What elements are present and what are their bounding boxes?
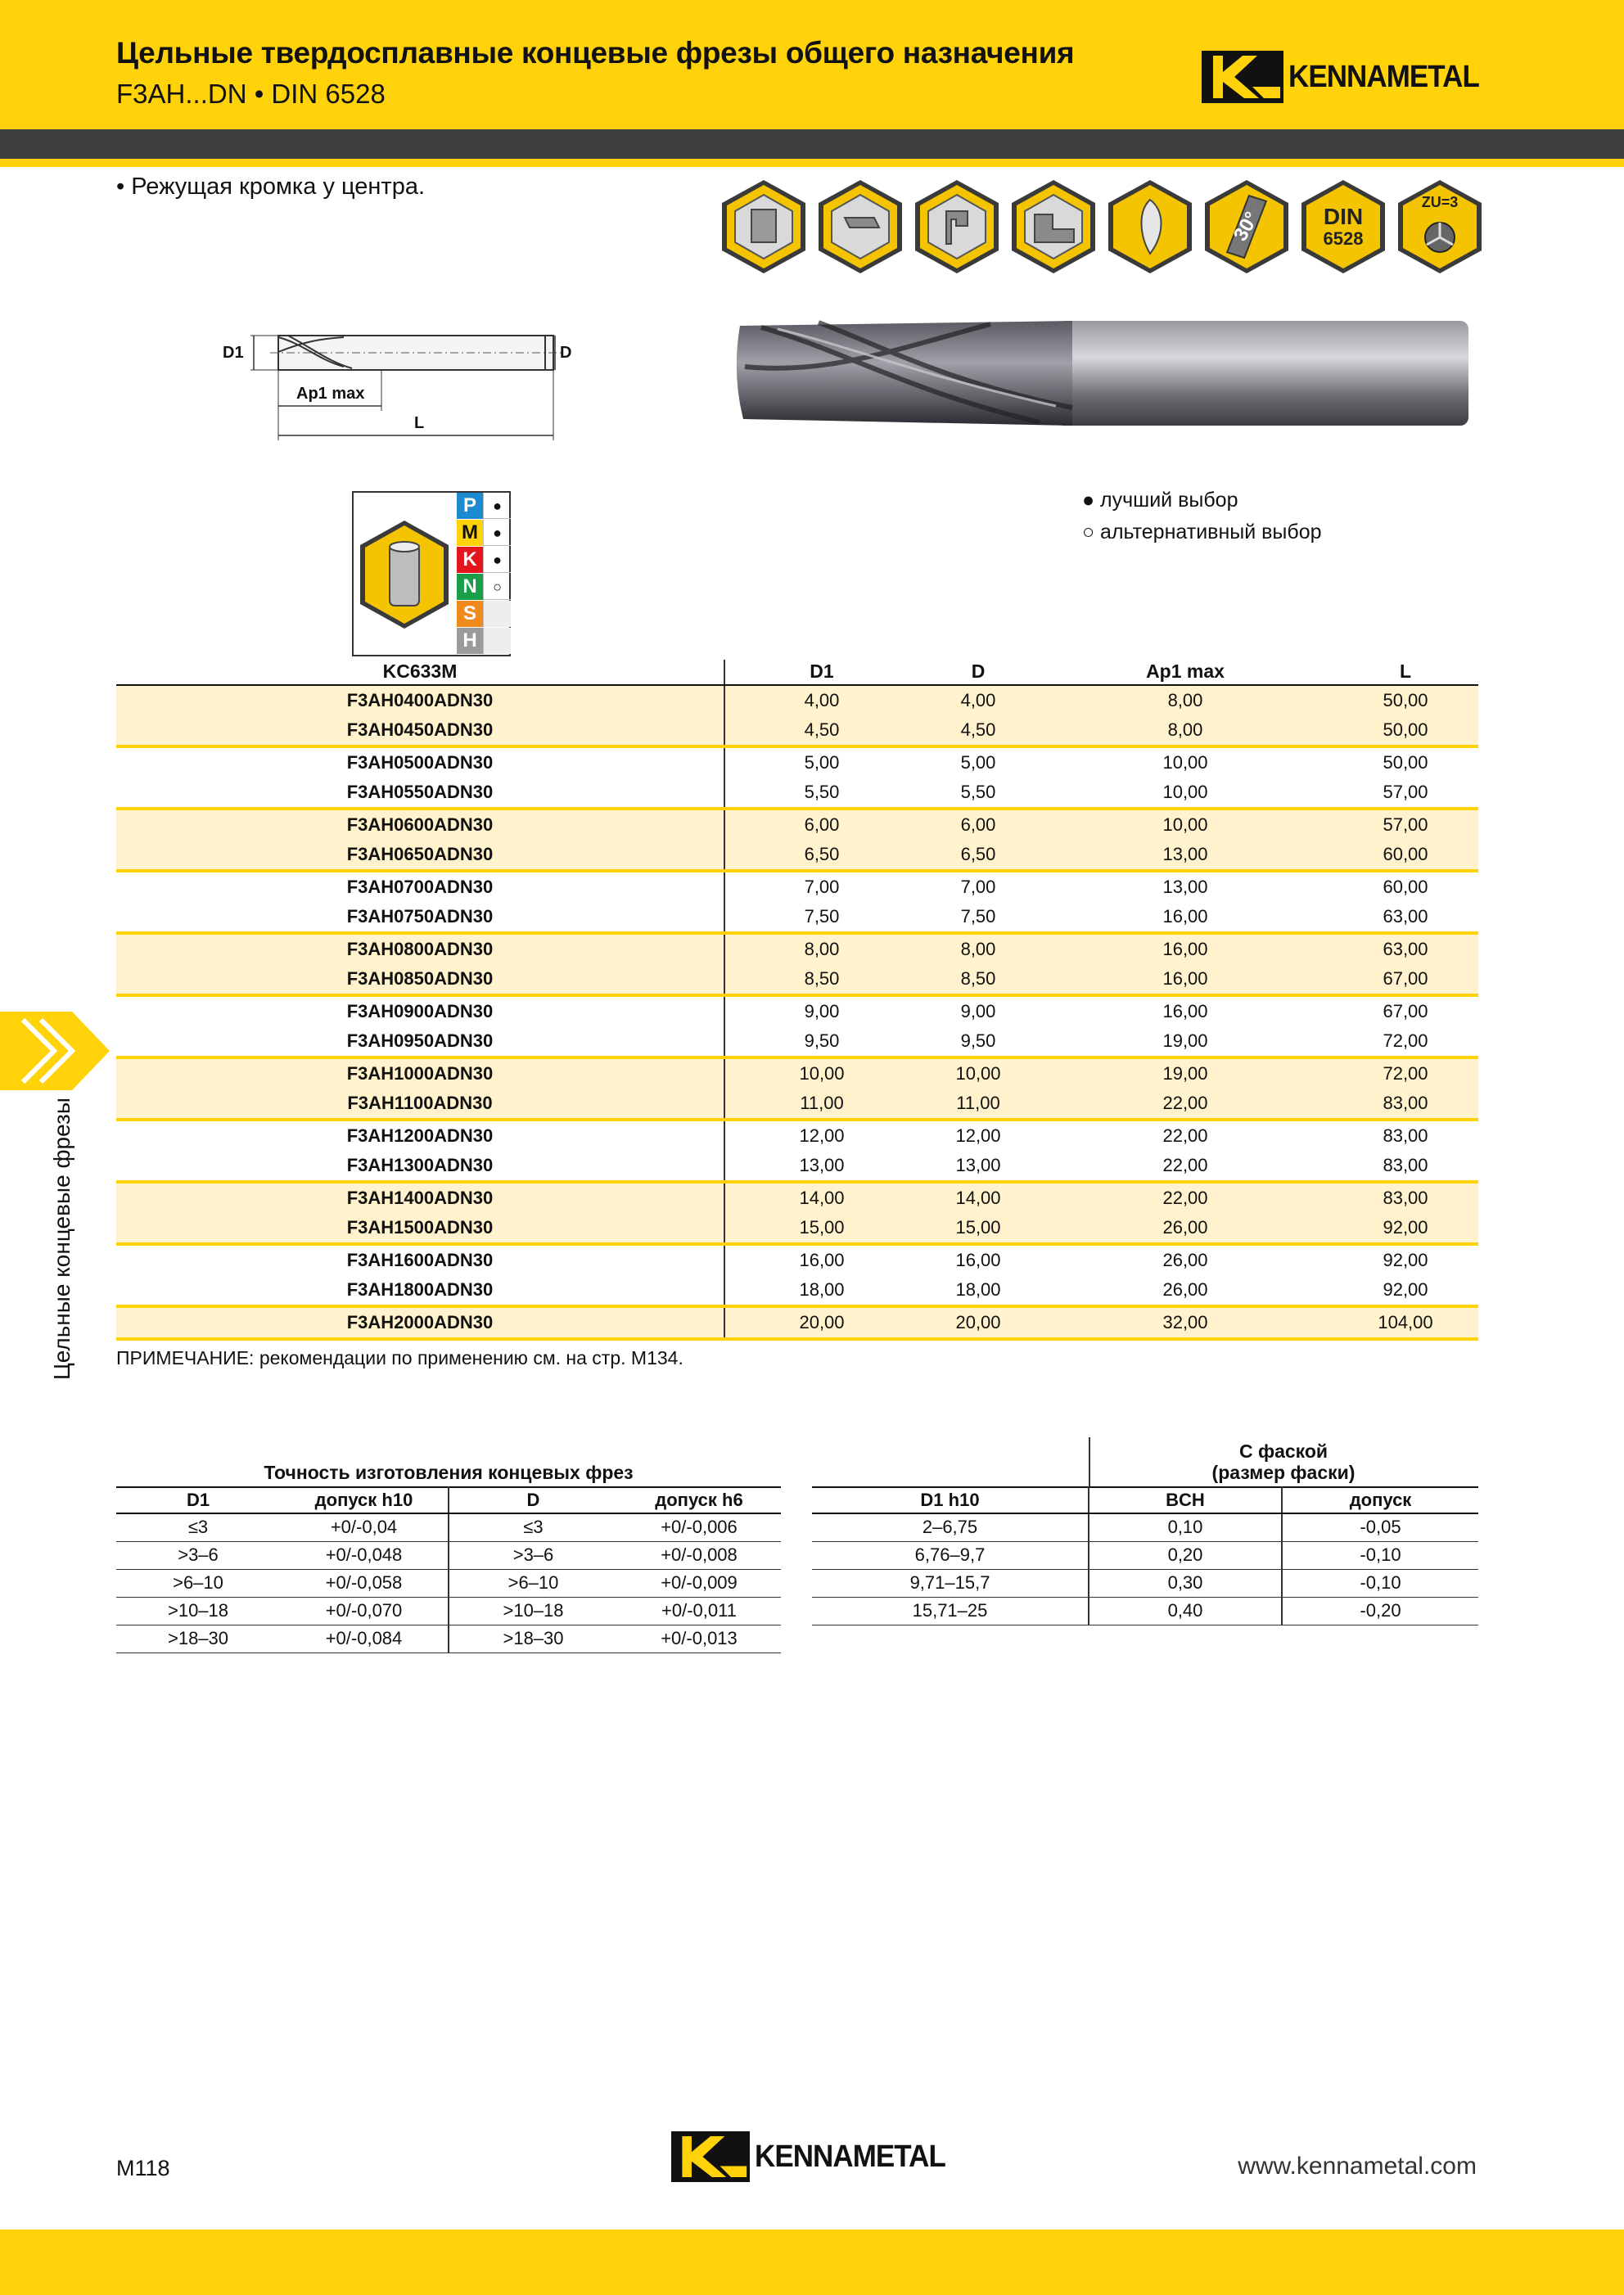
bch-value: 0,30: [1089, 1569, 1282, 1597]
d1-value: 18,00: [799, 1279, 845, 1300]
h10-tolerance: +0/-0,084: [280, 1625, 449, 1652]
pocketing-icon: [817, 178, 904, 275]
header-band: [0, 0, 1624, 129]
d-value: 12,00: [955, 1125, 1001, 1146]
l-value: 72,00: [1383, 1030, 1428, 1051]
tolerance-table: [116, 1486, 781, 1653]
d-value: 11,00: [956, 1093, 1000, 1113]
l-value: 60,00: [1383, 877, 1428, 897]
material-letter-s: S: [457, 601, 483, 627]
ap1-max-value: 8,00: [1167, 690, 1203, 710]
d-value: 10,00: [955, 1063, 1001, 1084]
h10-tolerance: +0/-0,058: [280, 1569, 449, 1597]
chamf-col-d1: D1 h10: [812, 1487, 1089, 1513]
material-applicability-grid: [352, 491, 511, 656]
d-value: 20,00: [955, 1312, 1001, 1332]
ap1-max-value: 22,00: [1162, 1188, 1208, 1208]
din-icon: [1300, 178, 1387, 275]
material-mark-h: [483, 628, 511, 654]
ap1-max-value: 13,00: [1162, 844, 1208, 864]
drawing-label-l: L: [414, 414, 425, 432]
material-mark-s: [483, 601, 511, 627]
product-row-group: [116, 1184, 1478, 1246]
product-row-group: [116, 935, 1478, 997]
d1-value: 11,00: [800, 1093, 844, 1113]
material-letter-n: N: [457, 574, 483, 600]
material-row-k: [457, 547, 511, 573]
d1-h10-range: 15,71–25: [812, 1597, 1089, 1625]
d1-h10-range: 9,71–15,7: [812, 1569, 1089, 1597]
d-value: 18,00: [955, 1279, 1001, 1300]
d1-range: >18–30: [116, 1625, 280, 1652]
table-row: [116, 778, 1478, 807]
chamfer-table: [812, 1486, 1478, 1625]
d-value: 9,50: [960, 1030, 996, 1051]
tol-col-d1: D1: [116, 1487, 280, 1513]
chamfer-group-header: [1089, 1441, 1478, 1483]
chamfer-group-title: С фаской: [1238, 1441, 1329, 1462]
page-title: Цельные твердосплавные концевые фрезы общего назначения: [116, 36, 1075, 70]
d1-value: 9,00: [804, 1001, 840, 1021]
ap1-max-value: 19,00: [1162, 1030, 1208, 1051]
product-table-body: [116, 686, 1478, 1341]
material-row-h: [457, 628, 511, 654]
d1-value: 6,50: [804, 844, 840, 864]
catalog-number: F3AH1800ADN30: [116, 1275, 725, 1305]
d-value: 14,00: [955, 1188, 1001, 1208]
legend-alternative-choice: ○ альтернативный выбор: [1082, 521, 1322, 543]
d1-value: 15,00: [799, 1217, 845, 1238]
l-value: 67,00: [1383, 1001, 1428, 1021]
helix-30-icon: [1203, 178, 1290, 275]
bch-value: 0,40: [1089, 1597, 1282, 1625]
chamfer-group-subtitle: (размер фаски): [1211, 1462, 1356, 1483]
l-value: 50,00: [1383, 752, 1428, 773]
helix-angle-label: 30°: [1229, 208, 1264, 246]
d1-value: 20,00: [799, 1312, 845, 1332]
l-value: 57,00: [1383, 782, 1428, 802]
table-row: [116, 935, 1478, 964]
table-row: [116, 1121, 1478, 1151]
d-range: >10–18: [449, 1597, 617, 1625]
catalog-number: F3AH0800ADN30: [116, 935, 725, 964]
chamfer-header-row: [812, 1487, 1478, 1513]
header-yellow-line: [0, 159, 1624, 167]
ap1-max-value: 26,00: [1162, 1250, 1208, 1270]
d-range: >18–30: [449, 1625, 617, 1652]
din-label: DIN: [1323, 204, 1364, 229]
catalog-number: F3AH0650ADN30: [116, 840, 725, 869]
d1-range: >10–18: [116, 1597, 280, 1625]
l-value: 50,00: [1383, 690, 1428, 710]
h6-tolerance: +0/-0,006: [617, 1513, 781, 1541]
d-range: >3–6: [449, 1541, 617, 1569]
product-row-group: [116, 810, 1478, 872]
tol-col-h10: допуск h10: [280, 1487, 449, 1513]
l-value: 57,00: [1383, 814, 1428, 835]
col-header-ap1: Ap1 max: [1146, 661, 1225, 682]
table-row: [116, 1026, 1478, 1056]
header-dark-strip: [0, 129, 1624, 159]
l-value: 83,00: [1383, 1093, 1428, 1113]
d-value: 5,00: [960, 752, 996, 773]
ap1-max-value: 16,00: [1162, 968, 1208, 989]
table-row: [116, 1513, 781, 1541]
material-letter-k: K: [457, 547, 483, 573]
d-value: 8,50: [960, 968, 996, 989]
product-row-group: [116, 1059, 1478, 1121]
d1-value: 5,50: [804, 782, 840, 802]
material-letter-m: M: [457, 520, 483, 546]
table-row: [116, 872, 1478, 902]
d1-value: 16,00: [799, 1250, 845, 1270]
legend-best-choice: ● лучший выбор: [1082, 489, 1238, 512]
l-value: 67,00: [1383, 968, 1428, 989]
footer-kennametal-logo: [671, 2131, 962, 2182]
product-row-group: [116, 748, 1478, 810]
flutes-label: ZU=3: [1421, 194, 1459, 210]
d1-value: 13,00: [799, 1155, 845, 1175]
d1-value: 8,50: [804, 968, 840, 989]
table-row: [116, 748, 1478, 778]
bch-value: 0,20: [1089, 1541, 1282, 1569]
d-value: 9,00: [960, 1001, 996, 1021]
d-value: 4,00: [960, 690, 996, 710]
l-value: 92,00: [1383, 1250, 1428, 1270]
ap1-max-value: 22,00: [1162, 1125, 1208, 1146]
d1-value: 14,00: [799, 1188, 845, 1208]
ap1-max-value: 26,00: [1162, 1279, 1208, 1300]
l-value: 92,00: [1383, 1217, 1428, 1238]
table-row: [116, 1275, 1478, 1305]
table-row: [116, 686, 1478, 715]
d-range: ≤3: [449, 1513, 617, 1541]
kennametal-k-mark-icon: [1202, 51, 1283, 103]
h10-tolerance: +0/-0,04: [280, 1513, 449, 1541]
ap1-max-value: 22,00: [1162, 1155, 1208, 1175]
d-range: >6–10: [449, 1569, 617, 1597]
ap1-max-value: 16,00: [1162, 939, 1208, 959]
col-header-grade: KC633M: [116, 660, 725, 684]
slotting-icon: [720, 178, 807, 275]
tolerance-table-title: Точность изготовления концевых фрез: [264, 1462, 634, 1483]
ap1-max-value: 13,00: [1162, 877, 1208, 897]
material-row-s: [457, 601, 511, 627]
table-row: [116, 1597, 781, 1625]
table-row: [116, 1569, 781, 1597]
chamfer-tolerance: -0,05: [1282, 1513, 1478, 1541]
d1-value: 7,00: [804, 877, 840, 897]
chamf-col-bch: BCH: [1089, 1487, 1282, 1513]
l-value: 60,00: [1383, 844, 1428, 864]
d1-value: 5,00: [804, 752, 840, 773]
product-table-header: [116, 660, 1478, 686]
table-row: [812, 1513, 1478, 1541]
d-value: 13,00: [955, 1155, 1001, 1175]
d-value: 15,00: [955, 1217, 1001, 1238]
chamf-col-tol: допуск: [1282, 1487, 1478, 1513]
catalog-number: F3AH1200ADN30: [116, 1121, 725, 1151]
catalog-number: F3AH0950ADN30: [116, 1026, 725, 1056]
section-side-label: Цельные концевые фрезы: [49, 1098, 74, 1380]
table-row: [116, 1541, 781, 1569]
catalog-number: F3AH0400ADN30: [116, 686, 725, 715]
drawing-label-d1: D1: [223, 344, 244, 362]
ball-tip-icon: [1107, 178, 1193, 275]
catalog-number: F3AH1600ADN30: [116, 1246, 725, 1275]
catalog-number: F3AH1500ADN30: [116, 1213, 725, 1242]
col-header-l: L: [1399, 661, 1412, 682]
catalog-number: F3AH0450ADN30: [116, 715, 725, 745]
table-row: [812, 1569, 1478, 1597]
section-tab-arrow-icon: [0, 1012, 115, 1090]
material-letter-h: H: [457, 628, 483, 654]
chamfer-tolerance: -0,20: [1282, 1597, 1478, 1625]
table-row: [116, 1151, 1478, 1180]
d1-range: ≤3: [116, 1513, 280, 1541]
material-mark-p: ●: [483, 493, 511, 519]
plunge-icon: [914, 178, 1000, 275]
catalog-number: F3AH0500ADN30: [116, 748, 725, 778]
ap1-max-value: 19,00: [1162, 1063, 1208, 1084]
h6-tolerance: +0/-0,008: [617, 1541, 781, 1569]
tolerance-header-row: [116, 1487, 781, 1513]
logo-text: KENNAMETAL: [1288, 59, 1479, 94]
drawing-label-d: D: [560, 344, 572, 362]
ap1-max-value: 10,00: [1162, 814, 1208, 835]
end-mill-photo: [729, 318, 1480, 429]
material-letter-p: P: [457, 493, 483, 519]
chamfer-tolerance: -0,10: [1282, 1541, 1478, 1569]
material-mark-k: ●: [483, 547, 511, 573]
page-number: M118: [116, 2156, 170, 2180]
catalog-number: F3AH0750ADN30: [116, 902, 725, 931]
ap1-max-value: 16,00: [1162, 906, 1208, 927]
material-row-p: [457, 493, 511, 519]
d1-value: 12,00: [799, 1125, 845, 1146]
d1-value: 7,50: [804, 906, 840, 927]
material-row-m: [457, 520, 511, 546]
table-row: [812, 1541, 1478, 1569]
l-value: 83,00: [1383, 1188, 1428, 1208]
d-value: 6,50: [960, 844, 996, 864]
chamfer-tolerance: -0,10: [1282, 1569, 1478, 1597]
table-row: [116, 1625, 781, 1652]
product-row-group: [116, 1121, 1478, 1184]
l-value: 63,00: [1383, 906, 1428, 927]
d-value: 6,00: [960, 814, 996, 835]
d-value: 7,50: [960, 906, 996, 927]
d1-h10-range: 6,76–9,7: [812, 1541, 1089, 1569]
table-row: [116, 1308, 1478, 1337]
material-row-n: [457, 574, 511, 600]
d1-value: 6,00: [804, 814, 840, 835]
website-link[interactable]: www.kennametal.com: [1238, 2153, 1477, 2180]
ap1-max-value: 8,00: [1167, 719, 1203, 740]
application-icons: [720, 178, 1483, 275]
l-value: 50,00: [1383, 719, 1428, 740]
material-mark-n: ○: [483, 574, 511, 600]
catalog-number: F3AH1400ADN30: [116, 1184, 725, 1213]
d1-range: >6–10: [116, 1569, 280, 1597]
catalog-number: F3AH0900ADN30: [116, 997, 725, 1026]
h6-tolerance: +0/-0,011: [617, 1597, 781, 1625]
product-row-group: [116, 872, 1478, 935]
l-value: 83,00: [1383, 1125, 1428, 1146]
table-row: [116, 810, 1478, 840]
ap1-max-value: 16,00: [1162, 1001, 1208, 1021]
l-value: 72,00: [1383, 1063, 1428, 1084]
flutes-icon: [1396, 178, 1483, 275]
col-header-d1: D1: [810, 661, 834, 682]
col-header-d: D: [971, 661, 986, 682]
bch-value: 0,10: [1089, 1513, 1282, 1541]
product-table: [116, 660, 1478, 1341]
d1-value: 4,00: [804, 690, 840, 710]
l-value: 104,00: [1378, 1312, 1433, 1332]
l-value: 63,00: [1383, 939, 1428, 959]
catalog-number: F3AH1300ADN30: [116, 1151, 725, 1180]
d1-value: 8,00: [804, 939, 840, 959]
d-value: 5,50: [960, 782, 996, 802]
footer-k-mark-icon: [671, 2131, 750, 2182]
catalog-number: F3AH1100ADN30: [116, 1089, 725, 1118]
feature-bullet: • Режущая кромка у центра.: [116, 174, 426, 200]
product-row-group: [116, 686, 1478, 748]
table-row: [116, 1246, 1478, 1275]
footer-logo-text: KENNAMETAL: [755, 2139, 945, 2174]
drawing-label-ap: Ap1 max: [296, 385, 365, 403]
catalog-number: F3AH0850ADN30: [116, 964, 725, 994]
d-value: 4,50: [960, 719, 996, 740]
product-row-group: [116, 1308, 1478, 1341]
d-value: 7,00: [960, 877, 996, 897]
d1-value: 9,50: [804, 1030, 840, 1051]
catalog-number: F3AH0600ADN30: [116, 810, 725, 840]
footer-band: [0, 2230, 1624, 2295]
catalog-number: F3AH0700ADN30: [116, 872, 725, 902]
h6-tolerance: +0/-0,009: [617, 1569, 781, 1597]
d1-value: 4,50: [804, 719, 840, 740]
d1-value: 10,00: [799, 1063, 845, 1084]
application-note: ПРИМЕЧАНИЕ: рекомендации по применению см. на стр. M134.: [116, 1347, 683, 1368]
selection-legend: [1082, 485, 1322, 548]
tol-col-h6: допуск h6: [617, 1487, 781, 1513]
table-row: [116, 715, 1478, 745]
h10-tolerance: +0/-0,070: [280, 1597, 449, 1625]
table-row: [116, 1059, 1478, 1089]
shoulder-icon: [1010, 178, 1097, 275]
ap1-max-value: 26,00: [1162, 1217, 1208, 1238]
d-value: 8,00: [960, 939, 996, 959]
d1-h10-range: 2–6,75: [812, 1513, 1089, 1541]
table-row: [116, 1213, 1478, 1242]
din-number: 6528: [1323, 228, 1364, 249]
kennametal-logo: [1202, 51, 1495, 103]
h6-tolerance: +0/-0,013: [617, 1625, 781, 1652]
page-subtitle: F3AH...DN • DIN 6528: [116, 79, 386, 109]
ap1-max-value: 10,00: [1162, 752, 1208, 773]
tool-dimension-drawing: [221, 319, 572, 450]
material-mark-m: ●: [483, 520, 511, 546]
product-row-group: [116, 1246, 1478, 1308]
catalog-number: F3AH0550ADN30: [116, 778, 725, 807]
table-row: [116, 1089, 1478, 1118]
catalog-number: F3AH1000ADN30: [116, 1059, 725, 1089]
ap1-max-value: 22,00: [1162, 1093, 1208, 1113]
tol-col-d: D: [449, 1487, 617, 1513]
table-row: [116, 902, 1478, 931]
d1-range: >3–6: [116, 1541, 280, 1569]
ap1-max-value: 32,00: [1162, 1312, 1208, 1332]
d-value: 16,00: [955, 1250, 1001, 1270]
product-row-group: [116, 997, 1478, 1059]
h10-tolerance: +0/-0,048: [280, 1541, 449, 1569]
workpiece-icon: [357, 517, 452, 632]
l-value: 92,00: [1383, 1279, 1428, 1300]
ap1-max-value: 10,00: [1162, 782, 1208, 802]
table-row: [812, 1597, 1478, 1625]
table-row: [116, 1184, 1478, 1213]
table-row: [116, 997, 1478, 1026]
l-value: 83,00: [1383, 1155, 1428, 1175]
table-row: [116, 840, 1478, 869]
table-row: [116, 964, 1478, 994]
catalog-number: F3AH2000ADN30: [116, 1308, 725, 1337]
